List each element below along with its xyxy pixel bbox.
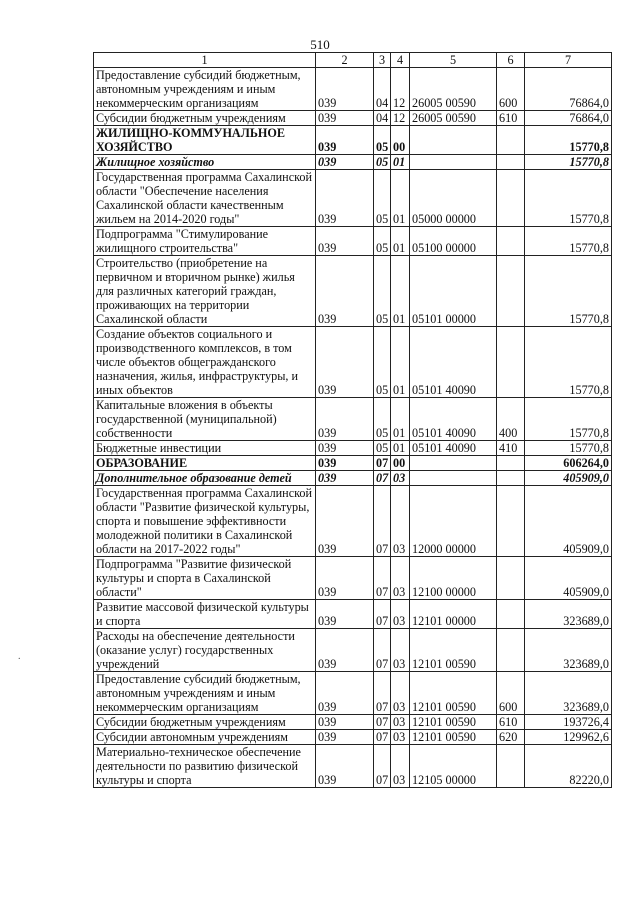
row-target-article-cell: 05000 00000	[410, 170, 497, 227]
row-expense-type-cell: 600	[497, 68, 525, 111]
row-ved-cell: 039	[316, 398, 374, 441]
row-amount-cell: 76864,0	[525, 68, 612, 111]
row-ved-cell: 039	[316, 126, 374, 155]
row-target-article-cell: 05100 00000	[410, 227, 497, 256]
table-row	[94, 471, 612, 486]
row-subsection-cell: 12	[391, 111, 410, 126]
row-expense-type-cell	[497, 256, 525, 327]
row-subsection-cell: 01	[391, 227, 410, 256]
column-header-6: 6	[497, 53, 525, 68]
table-row	[94, 111, 612, 126]
row-ved-cell: 039	[316, 730, 374, 745]
row-subsection-cell: 01	[391, 441, 410, 456]
row-amount-cell: 15770,8	[525, 126, 612, 155]
row-subsection-cell: 03	[391, 730, 410, 745]
row-name-cell: Материально-техническое обеспечение деятельности по развитию физической культуры и спорта	[94, 745, 316, 788]
row-amount-cell: 193726,4	[525, 715, 612, 730]
row-section-cell: 07	[374, 672, 391, 715]
row-target-article-cell: 12101 00590	[410, 730, 497, 745]
row-expense-type-cell: 610	[497, 111, 525, 126]
row-name-cell: Строительство (приобретение на первичном и вторичном рынке) жилья для различных категорий граждан, проживающих на территории Сахалинской области	[94, 256, 316, 327]
row-target-article-cell: 05101 00000	[410, 256, 497, 327]
row-section-cell: 04	[374, 111, 391, 126]
row-subsection-cell: 03	[391, 557, 410, 600]
row-target-article-cell: 12101 00000	[410, 600, 497, 629]
row-ved-cell: 039	[316, 68, 374, 111]
row-ved-cell: 039	[316, 111, 374, 126]
row-ved-cell: 039	[316, 327, 374, 398]
row-subsection-cell: 03	[391, 715, 410, 730]
row-name-cell: Дополнительное образование детей	[94, 471, 316, 486]
row-section-cell: 07	[374, 486, 391, 557]
row-target-article-cell	[410, 126, 497, 155]
row-name-cell: Расходы на обеспечение деятельности (оказание услуг) государственных учреждений	[94, 629, 316, 672]
row-subsection-cell: 01	[391, 256, 410, 327]
row-name-cell: Создание объектов социального и производственного комплексов, в том числе объектов общегражданского назначения, жилья, инфраструктуры, и иных объектов	[94, 327, 316, 398]
row-expense-type-cell	[497, 486, 525, 557]
row-expense-type-cell	[497, 456, 525, 471]
row-ved-cell: 039	[316, 471, 374, 486]
row-amount-cell: 405909,0	[525, 486, 612, 557]
table-row	[94, 155, 612, 170]
row-subsection-cell: 01	[391, 170, 410, 227]
row-expense-type-cell	[497, 629, 525, 672]
budget-table	[93, 52, 612, 788]
row-target-article-cell: 12101 00590	[410, 715, 497, 730]
row-target-article-cell	[410, 471, 497, 486]
row-section-cell: 07	[374, 745, 391, 788]
row-amount-cell: 15770,8	[525, 170, 612, 227]
row-section-cell: 05	[374, 256, 391, 327]
row-subsection-cell: 03	[391, 471, 410, 486]
row-name-cell: Капитальные вложения в объекты государственной (муниципальной) собственности	[94, 398, 316, 441]
row-ved-cell: 039	[316, 227, 374, 256]
row-target-article-cell	[410, 155, 497, 170]
row-expense-type-cell	[497, 327, 525, 398]
row-target-article-cell: 05101 40090	[410, 327, 497, 398]
row-amount-cell: 323689,0	[525, 629, 612, 672]
column-header-1: 1	[94, 53, 316, 68]
row-ved-cell: 039	[316, 170, 374, 227]
row-target-article-cell: 12000 00000	[410, 486, 497, 557]
row-expense-type-cell	[497, 227, 525, 256]
table-row	[94, 68, 612, 111]
column-header-5: 5	[410, 53, 497, 68]
row-subsection-cell: 01	[391, 327, 410, 398]
row-name-cell: Подпрограмма "Развитие физической культуры и спорта в Сахалинской области"	[94, 557, 316, 600]
row-target-article-cell	[410, 456, 497, 471]
row-name-cell: Развитие массовой физической культуры и спорта	[94, 600, 316, 629]
row-amount-cell: 15770,8	[525, 327, 612, 398]
row-section-cell: 05	[374, 155, 391, 170]
row-section-cell: 05	[374, 126, 391, 155]
row-expense-type-cell	[497, 126, 525, 155]
row-section-cell: 05	[374, 327, 391, 398]
table-row	[94, 227, 612, 256]
row-target-article-cell: 12100 00000	[410, 557, 497, 600]
table-row	[94, 256, 612, 327]
row-amount-cell: 405909,0	[525, 557, 612, 600]
row-name-cell: Жилищное хозяйство	[94, 155, 316, 170]
row-amount-cell: 323689,0	[525, 600, 612, 629]
page-number: 510	[310, 37, 330, 52]
row-expense-type-cell: 410	[497, 441, 525, 456]
row-amount-cell: 76864,0	[525, 111, 612, 126]
row-subsection-cell: 00	[391, 126, 410, 155]
scan-mark: .	[18, 651, 21, 662]
row-subsection-cell: 03	[391, 629, 410, 672]
row-expense-type-cell	[497, 745, 525, 788]
row-ved-cell: 039	[316, 600, 374, 629]
row-name-cell: Предоставление субсидий бюджетным, автономным учреждениям и иным некоммерческим организациям	[94, 672, 316, 715]
row-ved-cell: 039	[316, 486, 374, 557]
row-ved-cell: 039	[316, 456, 374, 471]
table-row	[94, 600, 612, 629]
row-amount-cell: 405909,0	[525, 471, 612, 486]
row-amount-cell: 129962,6	[525, 730, 612, 745]
row-section-cell: 07	[374, 471, 391, 486]
row-ved-cell: 039	[316, 557, 374, 600]
row-expense-type-cell	[497, 471, 525, 486]
row-name-cell: Государственная программа Сахалинской области "Обеспечение населения Сахалинской области качественным жильем на 2014-2020 годы"	[94, 170, 316, 227]
row-target-article-cell: 05101 40090	[410, 441, 497, 456]
row-section-cell: 05	[374, 398, 391, 441]
table-row	[94, 730, 612, 745]
table-row	[94, 715, 612, 730]
row-section-cell: 07	[374, 456, 391, 471]
row-expense-type-cell: 400	[497, 398, 525, 441]
row-section-cell: 04	[374, 68, 391, 111]
row-expense-type-cell: 610	[497, 715, 525, 730]
row-section-cell: 05	[374, 441, 391, 456]
row-amount-cell: 15770,8	[525, 155, 612, 170]
row-name-cell: ЖИЛИЩНО-КОММУНАЛЬНОЕ ХОЗЯЙСТВО	[94, 126, 316, 155]
row-ved-cell: 039	[316, 155, 374, 170]
row-target-article-cell: 26005 00590	[410, 111, 497, 126]
row-section-cell: 07	[374, 629, 391, 672]
table-row	[94, 327, 612, 398]
row-ved-cell: 039	[316, 441, 374, 456]
row-expense-type-cell: 620	[497, 730, 525, 745]
table-row	[94, 557, 612, 600]
row-target-article-cell: 26005 00590	[410, 68, 497, 111]
row-subsection-cell: 00	[391, 456, 410, 471]
row-name-cell: Государственная программа Сахалинской области "Развитие физической культуры, спорта и повышение эффективности молодежной политики в Сахалинской области на 2017-2022 годы"	[94, 486, 316, 557]
table-row	[94, 629, 612, 672]
row-section-cell: 07	[374, 557, 391, 600]
row-subsection-cell: 01	[391, 155, 410, 170]
row-target-article-cell: 12105 00000	[410, 745, 497, 788]
row-target-article-cell: 05101 40090	[410, 398, 497, 441]
row-expense-type-cell: 600	[497, 672, 525, 715]
column-header-2: 2	[316, 53, 374, 68]
row-expense-type-cell	[497, 557, 525, 600]
row-amount-cell: 15770,8	[525, 398, 612, 441]
row-section-cell: 05	[374, 170, 391, 227]
row-name-cell: Субсидии бюджетным учреждениям	[94, 111, 316, 126]
row-ved-cell: 039	[316, 672, 374, 715]
row-expense-type-cell	[497, 155, 525, 170]
row-amount-cell: 82220,0	[525, 745, 612, 788]
table-row	[94, 126, 612, 155]
row-name-cell: Субсидии автономным учреждениям	[94, 730, 316, 745]
row-target-article-cell: 12101 00590	[410, 629, 497, 672]
row-name-cell: Подпрограмма "Стимулирование жилищного строительства"	[94, 227, 316, 256]
row-subsection-cell: 03	[391, 672, 410, 715]
row-amount-cell: 15770,8	[525, 441, 612, 456]
row-amount-cell: 15770,8	[525, 256, 612, 327]
row-section-cell: 07	[374, 600, 391, 629]
row-amount-cell: 323689,0	[525, 672, 612, 715]
row-amount-cell: 606264,0	[525, 456, 612, 471]
row-ved-cell: 039	[316, 629, 374, 672]
row-name-cell: ОБРАЗОВАНИЕ	[94, 456, 316, 471]
row-subsection-cell: 12	[391, 68, 410, 111]
table-row	[94, 745, 612, 788]
table-row	[94, 441, 612, 456]
table-row	[94, 170, 612, 227]
row-ved-cell: 039	[316, 256, 374, 327]
row-subsection-cell: 03	[391, 486, 410, 557]
table-row	[94, 398, 612, 441]
table-row	[94, 456, 612, 471]
row-expense-type-cell	[497, 170, 525, 227]
row-section-cell: 05	[374, 227, 391, 256]
row-name-cell: Субсидии бюджетным учреждениям	[94, 715, 316, 730]
row-subsection-cell: 03	[391, 745, 410, 788]
row-ved-cell: 039	[316, 745, 374, 788]
row-subsection-cell: 01	[391, 398, 410, 441]
row-target-article-cell: 12101 00590	[410, 672, 497, 715]
row-section-cell: 07	[374, 715, 391, 730]
row-name-cell: Предоставление субсидий бюджетным, автономным учреждениям и иным некоммерческим организациям	[94, 68, 316, 111]
table-body	[94, 53, 612, 788]
header-row	[94, 53, 612, 68]
row-section-cell: 07	[374, 730, 391, 745]
row-name-cell: Бюджетные инвестиции	[94, 441, 316, 456]
row-ved-cell: 039	[316, 715, 374, 730]
row-subsection-cell: 03	[391, 600, 410, 629]
column-header-7: 7	[525, 53, 612, 68]
table-row	[94, 672, 612, 715]
column-header-4: 4	[391, 53, 410, 68]
column-header-3: 3	[374, 53, 391, 68]
row-expense-type-cell	[497, 600, 525, 629]
table-row	[94, 486, 612, 557]
row-amount-cell: 15770,8	[525, 227, 612, 256]
